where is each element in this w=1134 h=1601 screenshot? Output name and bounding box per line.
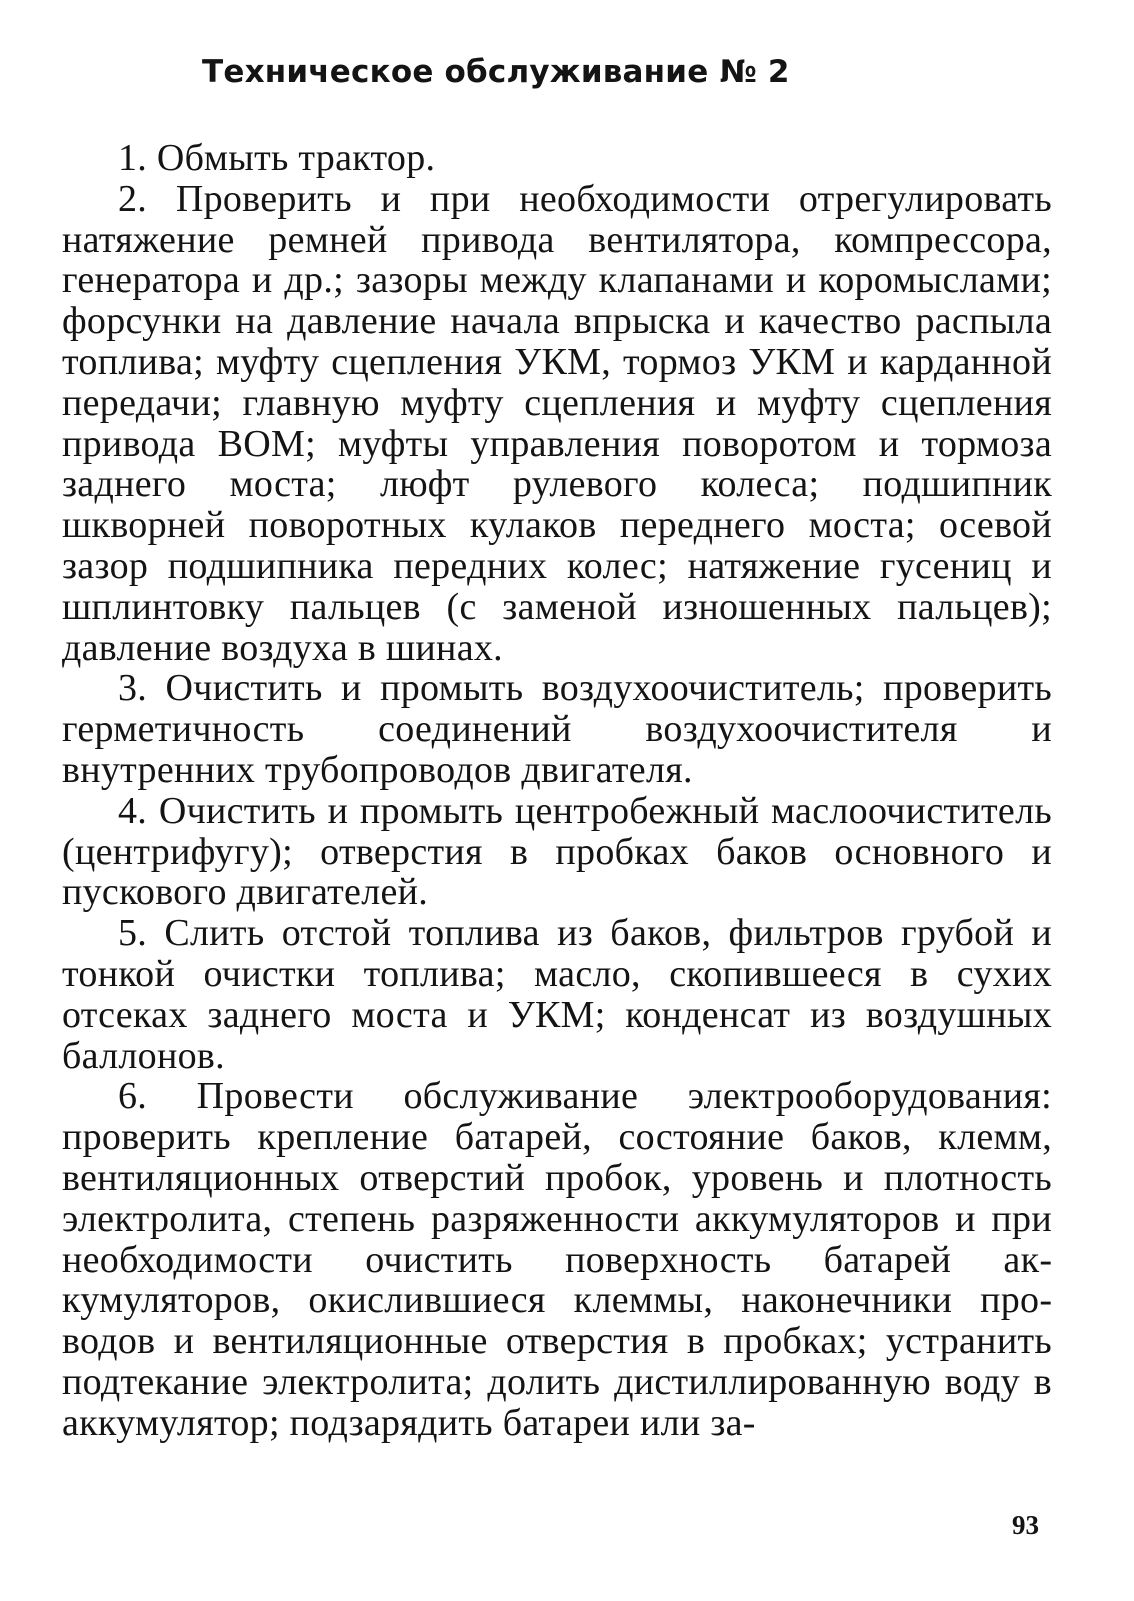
list-item-6: 6. Провести обслуживание электрооборудования: проверить крепление батарей, состояние баков, клемм, вентиляционных отверстий пробок, уровень и плотность электролита, степень разряженности аккумуляторов и при необходимости очистить поверхность батарей аккумуляторов, окислившиеся клеммы, наконечники проводов и вентиляционные отверстия в пробках; устранить подтекание электролита; долить дистиллированную воду в аккумулятор; подзарядить батареи или за- bbox=[62, 1075, 1052, 1444]
list-item-3: 3. Очистить и промыть воздухоочиститель; проверить герметичность соединений воздухоочистителя и внутренних трубопроводов двигателя. bbox=[62, 667, 1052, 791]
section-heading: Техническое обслуживание № 2 bbox=[202, 54, 790, 90]
page-number: 93 bbox=[1012, 1510, 1039, 1540]
list-item-1: 1. Обмыть трактор. bbox=[118, 137, 436, 179]
maintenance-list bbox=[62, 138, 1052, 1444]
list-item-4: 4. Очистить и промыть центробежный маслоочиститель (центрифугу); отверстия в пробках баков основного и пускового двигателей. bbox=[62, 789, 1052, 914]
list-item-5: 5. Слить отстой топлива из баков, фильтров грубой и тонкой очистки топлива; масло, скопившееся в сухих отсеках заднего моста и УКМ; конденсат из воздушных баллонов. bbox=[62, 912, 1052, 1077]
list-item-2: 2. Проверить и при необходимости отрегулировать натяжение ремней привода вентилятора, компрессора, генератора и др.; зазоры между клапанами и коромыслами; форсунки на давление начала впрыска и качество распыла топлива; муфту сцепления УКМ, тормоз УКМ и карданной передачи; главную муфту сцепления и муфту сцепления привода ВОМ; муфты управления поворотом и тормоза заднего моста; люфт рулевого колеса; подшипник шкворней поворотных кулаков переднего моста; осевой зазор подшипника передних колес; натяжение гусениц и шплинтовку пальцев (с заменой изношенных пальцев); давление воздуха в шинах. bbox=[62, 177, 1052, 669]
